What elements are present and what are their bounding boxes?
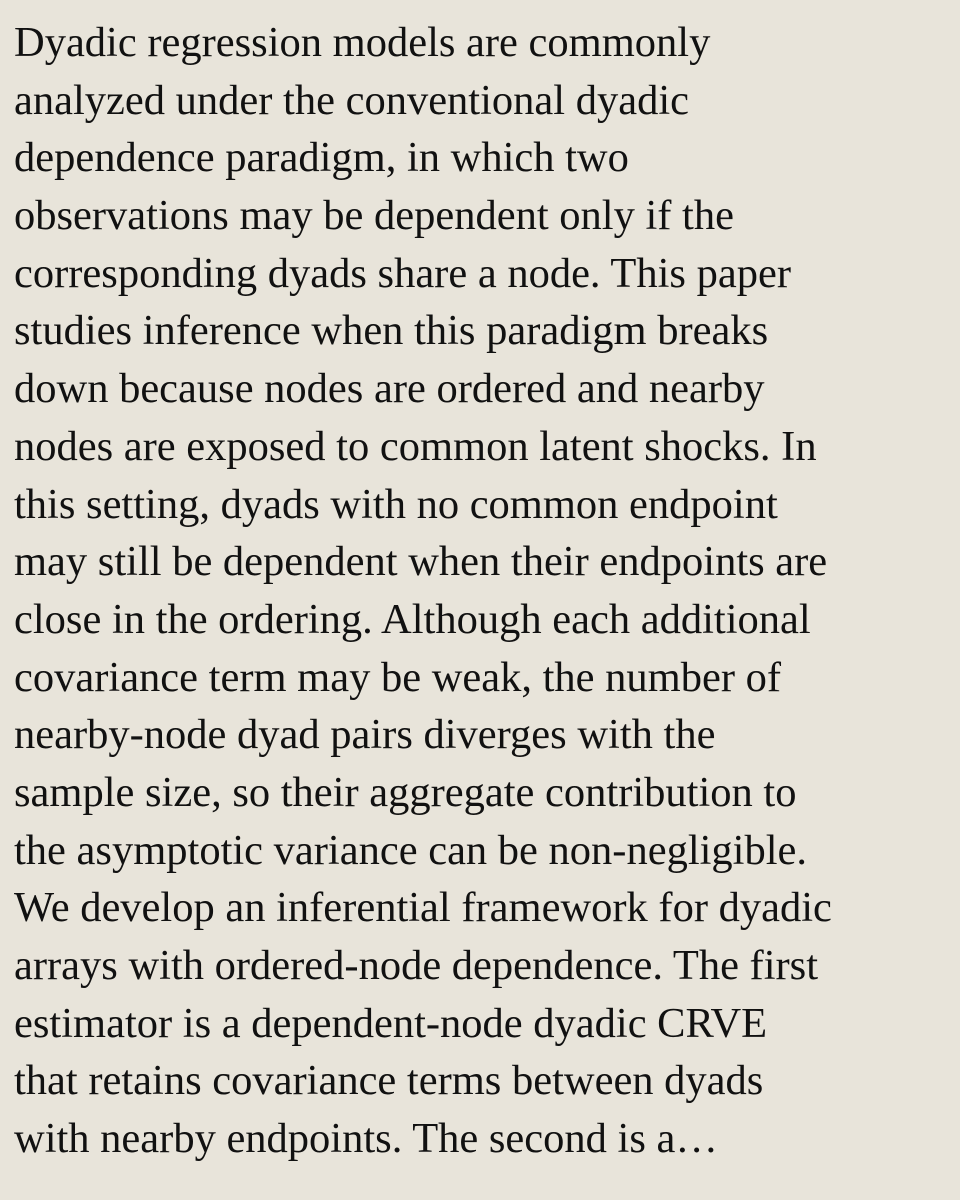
text-line: may still be dependent when their endpoints are: [14, 538, 828, 586]
text-line: that retains covariance terms between dyads: [14, 1057, 764, 1105]
text-line: the asymptotic variance can be non-negligible.: [14, 826, 808, 874]
text-line: nearby-node dyad pairs diverges with the: [14, 711, 716, 759]
text-line: with nearby endpoints. The second is a…: [14, 1115, 718, 1163]
text-line: Dyadic regression models are commonly: [14, 19, 711, 66]
text-line: down because nodes are ordered and nearby: [14, 365, 765, 413]
text-line: sample size, so their aggregate contribution to: [14, 768, 797, 816]
text-line: estimator is a dependent-node dyadic CRVE: [14, 999, 768, 1047]
text-line: We develop an inferential framework for dyadic: [14, 884, 832, 932]
text-line: analyzed under the conventional dyadic: [14, 76, 689, 124]
text-line: observations may be dependent only if the: [14, 192, 734, 240]
text-line: studies inference when this paradigm breaks: [14, 307, 769, 355]
text-line: arrays with ordered-node dependence. The first: [14, 942, 819, 989]
text-line: covariance term may be weak, the number of: [14, 653, 782, 701]
text-line: dependence paradigm, in which two: [14, 134, 629, 182]
text-line: this setting, dyads with no common endpoint: [14, 480, 778, 528]
abstract-text: [14, 14, 950, 1168]
text-line: close in the ordering. Although each additional: [14, 595, 811, 643]
text-line: corresponding dyads share a node. This paper: [14, 249, 791, 297]
text-line: nodes are exposed to common latent shocks. In: [14, 422, 817, 470]
